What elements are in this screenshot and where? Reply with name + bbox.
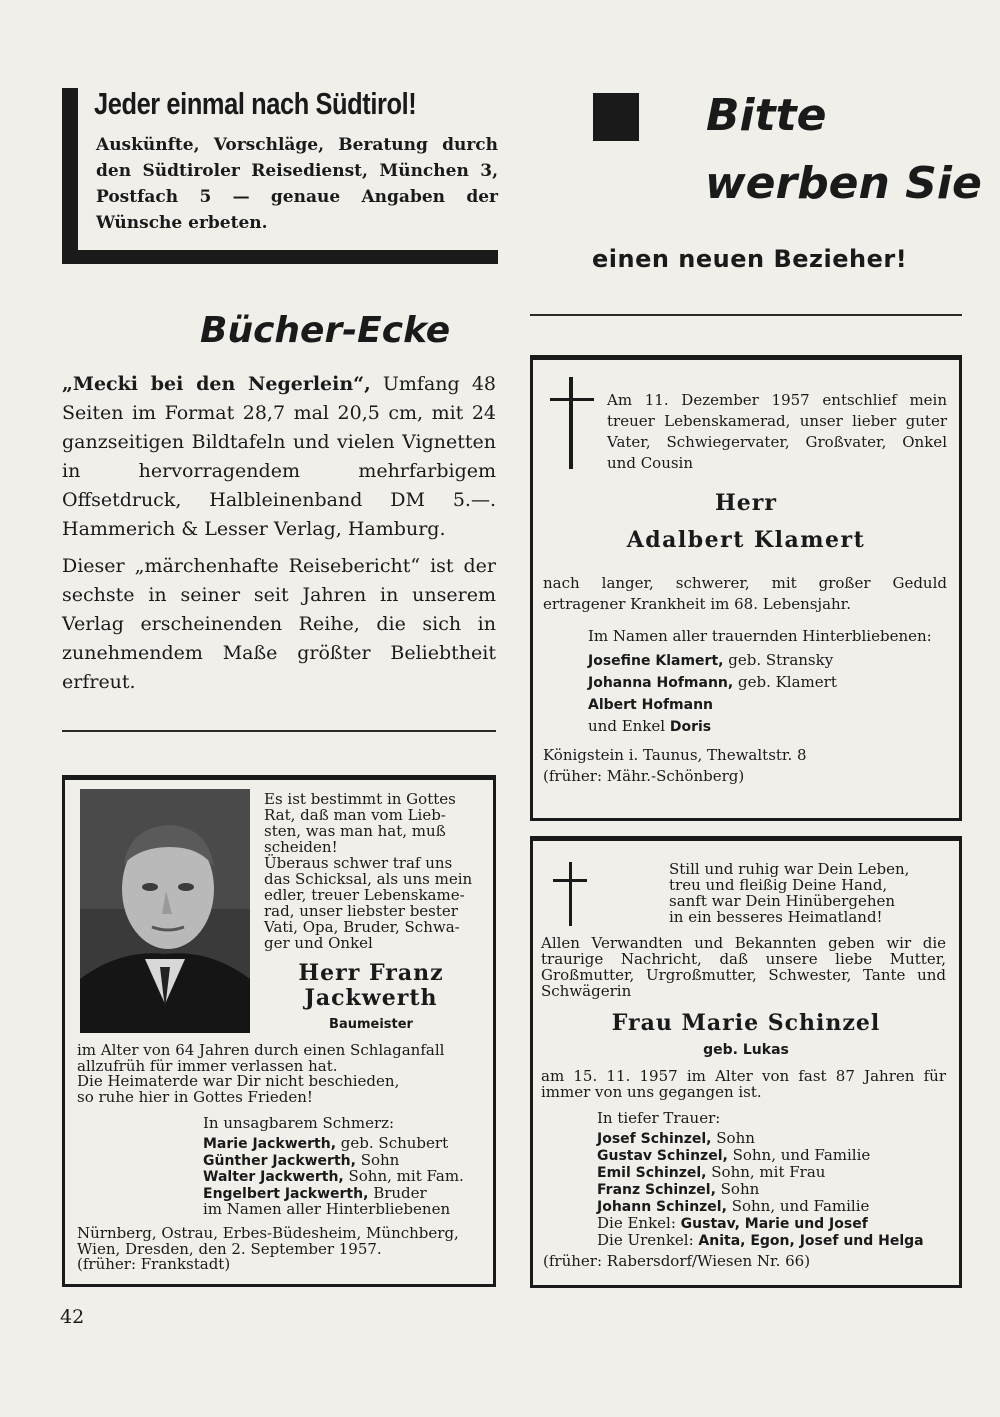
obituary-klamert-place: Königstein i. Taunus, Thewaltstr. 8 (früher: Mähr.-Schönberg) [543,746,807,785]
obituary-schinzel-text: am 15. 11. 1957 im Alter von fast 87 Jahren für immer von uns gegangen ist. [541,1067,946,1101]
obituary-jackwerth-name-line-2: Jackwerth [304,985,438,1011]
ad-text: Auskünfte, Vorschläge, Beratung durch den Südtiroler Reisedienst, München 3, Postfach 5 — genaue Angaben der Wünsche erbeten. [96,135,498,233]
books-paragraph-2: Dieser „märchenhafte Reisebericht“ ist der sechste in seiner seit Jahren in unserem Verlag erscheinenden Reihe, die sich in zunehmendem Maße größter Beliebtheit erfreut. [62,555,496,693]
divider-left [62,730,496,732]
obituary-jackwerth-place: Nürnberg, Ostrau, Erbes-Büdesheim, Münchberg, Wien, Dresden, den 2. September 1957. (früher: Frankstadt) [77,1224,459,1273]
obituary-schinzel-intro: Allen Verwandten und Bekannten geben wir die traurige Nachricht, daß unsere liebe Mutter, Großmutter, Urgroßmutter, Schwester, Tante und Schwägerin [541,934,946,1000]
survivor-line: Johanna Hofmann, geb. Klamert [588,673,837,691]
cross-icon [569,862,572,926]
appeal-subline: einen neuen Bezieher! [592,245,908,273]
ad-title: Jeder einmal nach Südtirol! [94,86,417,121]
cross-icon [569,377,573,469]
obituary-klamert-intro: Am 11. Dezember 1957 entschlief mein treuer Lebenskamerad, unser lieber guter Vater, Schwiegervater, Großvater, Onkel und Cousin [607,391,947,472]
cross-icon-bar [553,879,587,882]
obituary-klamert-name: Adalbert Klamert [626,527,866,553]
survivor-line: Die Enkel: Gustav, Marie und Josef [597,1214,868,1232]
survivor-line: Josefine Klamert, geb. Stransky [588,651,834,669]
divider-right [530,314,962,316]
obituary-jackwerth-name-line-1: Herr Franz [298,960,444,986]
ad-frame-left [62,88,78,262]
obituary-klamert-mourning: Im Namen aller trauernden Hinterbliebenen: [588,627,932,645]
portrait-photo [80,789,250,1033]
survivor-line: Günther Jackwerth, Sohn [203,1150,400,1169]
survivor-line: Emil Schinzel, Sohn, mit Frau [597,1163,826,1181]
obituary-schinzel-poem: Still und ruhig war Dein Leben, treu und fleißig Deine Hand, sanft war Dein Hinübergehen in ein besseres Heimatland! [669,860,910,926]
cross-icon-bar [550,398,594,401]
survivor-line: im Namen aller Hinterbliebenen [203,1200,451,1218]
page-number: 42 [60,1306,85,1328]
survivor-line: Engelbert Jackwerth, Bruder [203,1183,427,1202]
survivor-line: und Enkel Doris [588,717,712,735]
portrait-illustration [80,789,250,1033]
obituary-schinzel-place: (früher: Rabersdorf/Wiesen Nr. 66) [543,1252,811,1270]
survivor-line: Johann Schinzel, Sohn, und Familie [597,1197,870,1215]
obituary-schinzel-survivors [597,1130,924,1249]
appeal-line-2: werben Sie [705,158,982,209]
books-paragraph-1 [62,370,496,544]
obituary-jackwerth-survivors [203,1136,464,1218]
obituary-klamert-herr: Herr [715,490,777,516]
ad-frame-bottom [62,250,498,264]
survivor-line: Albert Hofmann [588,697,714,713]
obituary-klamert-text: nach langer, schwerer, mit großer Geduld ertragener Krankheit im 68. Lebensjahr. [543,574,947,613]
survivor-line: Die Urenkel: Anita, Egon, Josef und Helga [597,1231,924,1249]
obituary-jackwerth-profession: Baumeister [329,1017,413,1032]
obituary-jackwerth-mourning: In unsagbarem Schmerz: [203,1114,395,1132]
survivor-line: Walter Jackwerth, Sohn, mit Fam. [203,1167,464,1185]
survivor-line: Franz Schinzel, Sohn [597,1180,760,1198]
obituary-schinzel-name: Frau Marie Schinzel [611,1010,881,1036]
books-heading: Bücher-Ecke [200,310,451,351]
survivor-line: Gustav Schinzel, Sohn, und Familie [597,1146,871,1164]
obituary-klamert-survivors [588,650,837,738]
obituary-jackwerth-verse: Es ist bestimmt in Gottes Rat, daß man vom Lieb- sten, was man hat, muß scheiden! Überaus schwer traf uns das Schicksal, als uns mein edler, treuer Lebenskame- rad, unser liebster bester Vati, Opa, Bruder, Schwa- ger und Onkel [264,790,473,952]
obituary-jackwerth-text: im Alter von 64 Jahren durch einen Schlaganfall allzufrüh für immer verlassen hat. Die Heimaterde war Dir nicht beschieden, so ruhe hier in Gottes Frieden! [77,1041,445,1106]
obituary-schinzel-maiden-name: geb. Lukas [703,1042,789,1058]
survivor-line: Josef Schinzel, Sohn [597,1129,755,1147]
obituary-schinzel-mourning: In tiefer Trauer: [597,1109,721,1127]
book-title: „Mecki bei den Negerlein“, [62,373,371,395]
appeal-square-mark [593,93,639,141]
book-details: Umfang 48 Seiten im Format 28,7 mal 20,5 cm, mit 24 ganzseitigen Bildtafeln und vielen Vignetten in hervorragendem mehrfarbigem Offsetdruck, Halbleinenband DM 5.—. Hammerich & Lesser Verlag, Hamburg. [62,373,497,540]
appeal-line-1: Bitte [706,90,827,141]
survivor-line: Marie Jackwerth, geb. Schubert [203,1134,449,1152]
